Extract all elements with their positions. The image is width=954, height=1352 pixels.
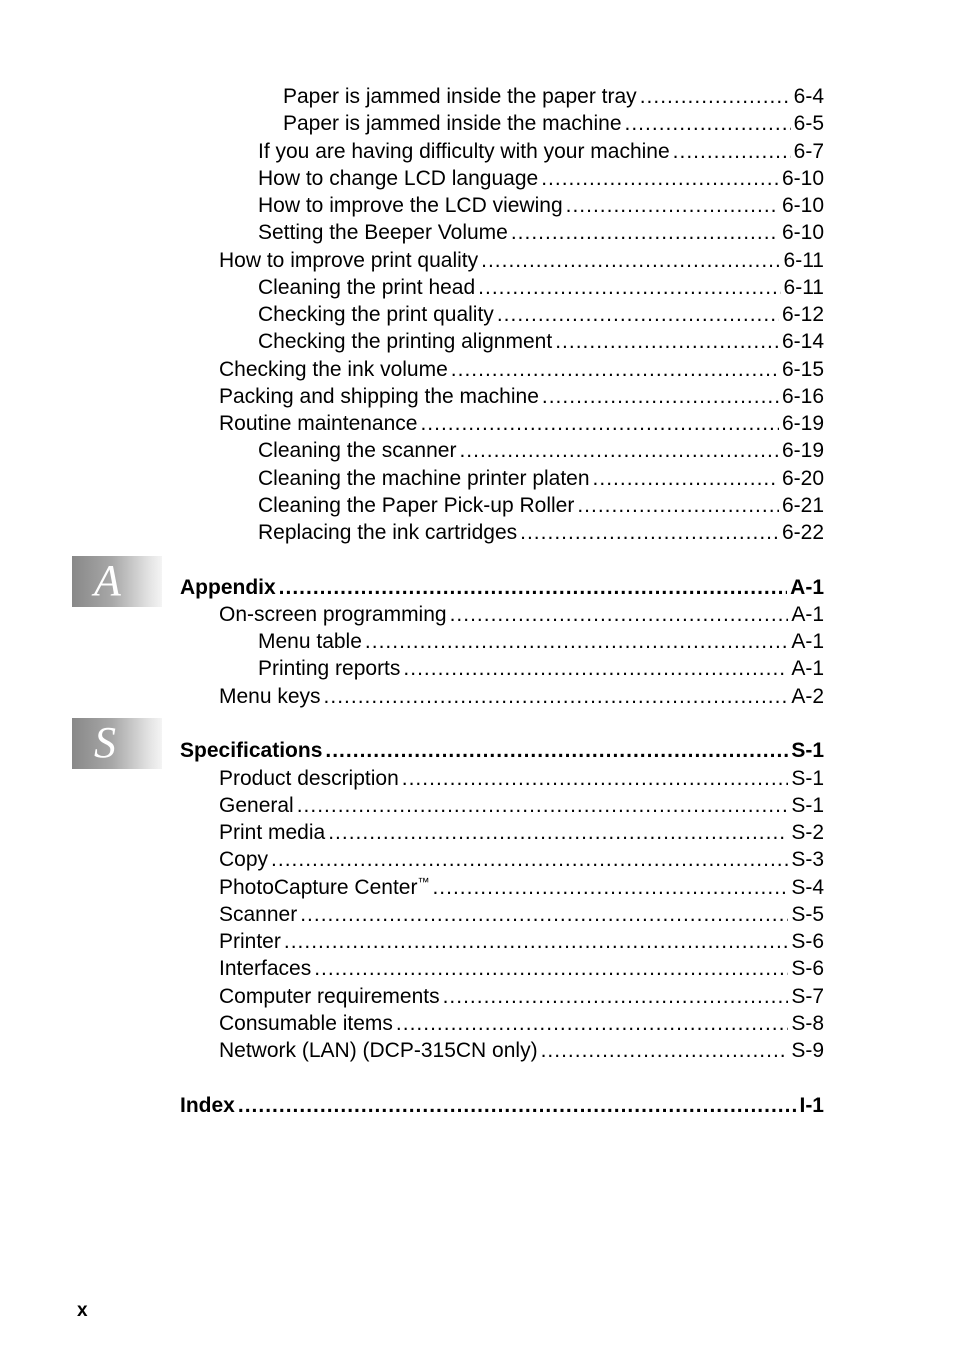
dot-leader bbox=[403, 655, 788, 682]
specifications-section-tab bbox=[72, 718, 162, 769]
toc-entry[interactable] bbox=[219, 901, 824, 928]
toc-entry-chapter[interactable] bbox=[180, 1092, 824, 1119]
toc-entry-title: Menu table bbox=[258, 630, 362, 653]
toc-entry-page: S-1 bbox=[791, 794, 824, 817]
dot-leader bbox=[297, 792, 789, 819]
toc-entry-title: Cleaning the Paper Pick-up Roller bbox=[258, 494, 575, 517]
dot-leader bbox=[271, 846, 788, 873]
toc-entry[interactable] bbox=[258, 492, 824, 519]
dot-leader bbox=[396, 1010, 788, 1037]
toc-entry[interactable] bbox=[258, 465, 824, 492]
toc-entry-page: I-1 bbox=[799, 1094, 824, 1117]
dot-leader bbox=[593, 465, 779, 492]
toc-entry[interactable] bbox=[219, 601, 824, 628]
toc-entry-page: A-2 bbox=[791, 685, 824, 708]
dot-leader bbox=[673, 138, 791, 165]
toc-entry-title: Appendix bbox=[180, 576, 276, 599]
toc-entry-title bbox=[219, 874, 429, 901]
toc-entry-page: 6-21 bbox=[781, 494, 824, 517]
toc-entry[interactable] bbox=[219, 928, 824, 955]
toc-entry-title: Index bbox=[180, 1094, 235, 1117]
dot-leader bbox=[450, 601, 789, 628]
dot-leader bbox=[640, 83, 791, 110]
dot-leader bbox=[402, 765, 789, 792]
dot-leader bbox=[520, 519, 779, 546]
dot-leader bbox=[541, 165, 779, 192]
toc-entry-title: Cleaning the print head bbox=[258, 276, 476, 299]
toc-entry-page: A-1 bbox=[791, 630, 824, 653]
toc-entry-title: Interfaces bbox=[219, 957, 312, 980]
dot-leader bbox=[300, 901, 788, 928]
toc-entry-page: 6-19 bbox=[781, 439, 824, 462]
toc-entry[interactable] bbox=[219, 819, 824, 846]
toc-entry[interactable] bbox=[283, 83, 824, 110]
toc-entry[interactable] bbox=[219, 765, 824, 792]
toc-entry[interactable] bbox=[258, 328, 824, 355]
appendix-section-tab bbox=[72, 556, 162, 607]
toc-entry[interactable] bbox=[219, 846, 824, 873]
toc-entry[interactable] bbox=[219, 410, 824, 437]
dot-leader bbox=[365, 628, 788, 655]
toc-entry-title: How to improve the LCD viewing bbox=[258, 194, 563, 217]
dot-leader bbox=[481, 247, 780, 274]
toc-entry-page: A-1 bbox=[791, 657, 824, 680]
dot-leader bbox=[451, 356, 779, 383]
toc-entry-page: A-1 bbox=[791, 603, 824, 626]
toc-entry-page: S-1 bbox=[791, 739, 824, 762]
dot-leader bbox=[555, 328, 779, 355]
toc-entry-chapter[interactable] bbox=[180, 737, 824, 764]
toc-entry-page: S-8 bbox=[791, 1012, 824, 1035]
toc-entry-title: Specifications bbox=[180, 739, 323, 762]
dot-leader bbox=[314, 955, 788, 982]
toc-entry-page: S-5 bbox=[791, 903, 824, 926]
toc-entry-page: 6-7 bbox=[793, 140, 824, 163]
toc-entry-page: 6-5 bbox=[793, 112, 824, 135]
toc-entry-title: Routine maintenance bbox=[219, 412, 418, 435]
toc-entry-title: Cleaning the scanner bbox=[258, 439, 457, 462]
toc-entry[interactable] bbox=[258, 628, 824, 655]
dot-leader bbox=[328, 819, 788, 846]
toc-entry-page: 6-20 bbox=[781, 467, 824, 490]
toc-entry-title: How to change LCD language bbox=[258, 167, 539, 190]
toc-entry-title: Packing and shipping the machine bbox=[219, 385, 539, 408]
dot-leader bbox=[432, 874, 788, 901]
toc-entry-page: S-3 bbox=[791, 848, 824, 871]
dot-leader bbox=[420, 410, 779, 437]
toc-entry-title: Printing reports bbox=[258, 657, 401, 680]
toc-entry-page: S-4 bbox=[791, 876, 824, 899]
dot-leader bbox=[279, 574, 787, 601]
toc-entry-title: Print media bbox=[219, 821, 326, 844]
dot-leader bbox=[284, 928, 788, 955]
toc-entry-title: On-screen programming bbox=[219, 603, 447, 626]
toc-entry-page: 6-4 bbox=[793, 85, 824, 108]
toc-entry-page: 6-10 bbox=[781, 167, 824, 190]
dot-leader bbox=[511, 219, 779, 246]
toc-entry[interactable] bbox=[258, 437, 824, 464]
toc-entry-page: S-6 bbox=[791, 957, 824, 980]
dot-leader bbox=[443, 983, 789, 1010]
specifications-tab-letter: S bbox=[94, 718, 116, 767]
toc-entry-page: 6-14 bbox=[781, 330, 824, 353]
toc-entry-page: 6-12 bbox=[781, 303, 824, 326]
toc-entry[interactable] bbox=[219, 356, 824, 383]
toc-entry-title: Copy bbox=[219, 848, 269, 871]
toc-entry[interactable] bbox=[219, 874, 824, 901]
toc-entry-page: 6-10 bbox=[781, 221, 824, 244]
dot-leader bbox=[541, 1037, 789, 1064]
toc-entry-title: Checking the print quality bbox=[258, 303, 494, 326]
dot-leader bbox=[238, 1092, 797, 1119]
toc-entry-page: A-1 bbox=[790, 576, 824, 599]
toc-entry-page: 6-15 bbox=[781, 358, 824, 381]
toc-entry-title: Checking the ink volume bbox=[219, 358, 448, 381]
toc-entry[interactable] bbox=[258, 274, 824, 301]
toc-entry-page: 6-11 bbox=[783, 276, 824, 299]
toc-entry-title: General bbox=[219, 794, 294, 817]
toc-entry[interactable] bbox=[258, 301, 824, 328]
toc-entry[interactable] bbox=[258, 219, 824, 246]
toc-entry[interactable] bbox=[283, 110, 824, 137]
toc-entry[interactable] bbox=[219, 383, 824, 410]
dot-leader bbox=[325, 737, 788, 764]
toc-entry-page: S-6 bbox=[791, 930, 824, 953]
toc-entry-title: Cleaning the machine printer platen bbox=[258, 467, 590, 490]
toc-entry[interactable] bbox=[258, 519, 824, 546]
toc-entry-title-text: PhotoCapture Center bbox=[219, 876, 418, 899]
appendix-tab-letter: A bbox=[94, 556, 121, 605]
toc-entry-title: Scanner bbox=[219, 903, 298, 926]
dot-leader bbox=[566, 192, 779, 219]
toc-entry[interactable] bbox=[219, 1037, 824, 1064]
toc-entry[interactable] bbox=[219, 683, 824, 710]
toc-entry-title: Product description bbox=[219, 767, 399, 790]
dot-leader bbox=[324, 683, 789, 710]
dot-leader bbox=[459, 437, 779, 464]
toc-entry[interactable] bbox=[219, 792, 824, 819]
toc-entry[interactable] bbox=[219, 247, 824, 274]
toc-entry-title: Consumable items bbox=[219, 1012, 393, 1035]
toc-entry-title: If you are having difficulty with your machine bbox=[258, 140, 670, 163]
dot-leader bbox=[542, 383, 779, 410]
toc-entry-title: Checking the printing alignment bbox=[258, 330, 553, 353]
toc-entry[interactable] bbox=[258, 165, 824, 192]
toc-entry-title: Printer bbox=[219, 930, 281, 953]
toc-entry-page: 6-10 bbox=[781, 194, 824, 217]
toc-entry-page: S-2 bbox=[791, 821, 824, 844]
dot-leader bbox=[577, 492, 779, 519]
toc-entry-page: S-7 bbox=[791, 985, 824, 1008]
toc-entry-page: 6-11 bbox=[783, 249, 824, 272]
toc-entry[interactable] bbox=[258, 138, 824, 165]
toc-entry-title: Replacing the ink cartridges bbox=[258, 521, 518, 544]
trademark-symbol: ™ bbox=[417, 875, 430, 889]
toc-entry-title: Computer requirements bbox=[219, 985, 440, 1008]
toc-entry[interactable] bbox=[258, 655, 824, 682]
toc-entry-page: S-9 bbox=[791, 1039, 824, 1062]
toc-entry-page: 6-19 bbox=[781, 412, 824, 435]
page-number: x bbox=[77, 1300, 88, 1321]
dot-leader bbox=[497, 301, 779, 328]
toc-entry-title: Menu keys bbox=[219, 685, 321, 708]
toc-entry-title: Network (LAN) (DCP-315CN only) bbox=[219, 1039, 538, 1062]
toc-entry-title: Setting the Beeper Volume bbox=[258, 221, 508, 244]
toc-entry[interactable] bbox=[258, 192, 824, 219]
dot-leader bbox=[478, 274, 780, 301]
toc-entry-chapter[interactable] bbox=[180, 574, 824, 601]
toc-entry-page: 6-16 bbox=[781, 385, 824, 408]
toc-entry-title: How to improve print quality bbox=[219, 249, 479, 272]
dot-leader bbox=[625, 110, 791, 137]
toc-entry[interactable] bbox=[219, 955, 824, 982]
toc-entry-title: Paper is jammed inside the machine bbox=[283, 112, 622, 135]
toc-entry-title: Paper is jammed inside the paper tray bbox=[283, 85, 637, 108]
toc-entry-page: S-1 bbox=[791, 767, 824, 790]
toc-entry[interactable] bbox=[219, 983, 824, 1010]
toc-entry[interactable] bbox=[219, 1010, 824, 1037]
toc-entry-page: 6-22 bbox=[781, 521, 824, 544]
